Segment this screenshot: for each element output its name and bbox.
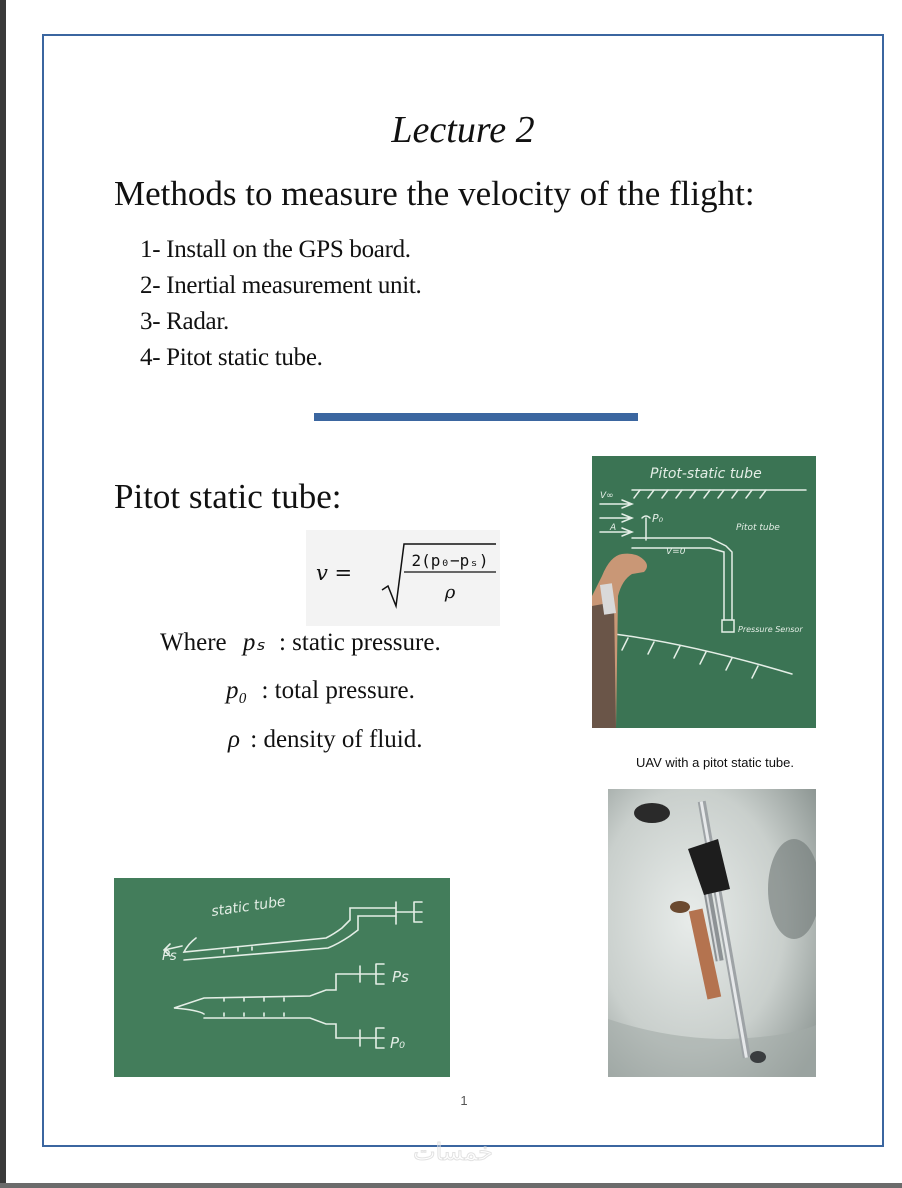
ps-text: : static pressure. xyxy=(278,629,441,656)
uav-pitot-photo xyxy=(608,789,816,1077)
static-tube-label: static tube xyxy=(210,893,287,920)
window-bottom-edge xyxy=(0,1183,902,1188)
board-label-p0: P₀ xyxy=(652,512,664,525)
formula-numerator: 2(p₀−pₛ) xyxy=(411,551,489,570)
page-number: 1 xyxy=(460,1093,468,1108)
formula-denominator: ρ xyxy=(444,582,456,603)
board-title: Pitot-static tube xyxy=(650,466,762,482)
section-divider xyxy=(314,413,638,421)
watermark-logo xyxy=(398,1136,508,1166)
p0-symbol: p₀ xyxy=(226,677,248,704)
lecturer-sleeve xyxy=(592,602,616,728)
rho-text: : density of fluid. xyxy=(250,726,423,753)
definition-density xyxy=(228,726,422,754)
ps-symbol: pₛ xyxy=(242,629,265,656)
pitot-heading: Pitot static tube: xyxy=(114,477,342,516)
definition-static-pressure xyxy=(160,627,441,657)
label-ps: Ps xyxy=(162,949,177,964)
rho-symbol: ρ xyxy=(228,726,240,753)
p0-text: : total pressure. xyxy=(261,677,415,704)
board-label-sensor: Pressure Sensor xyxy=(738,625,803,634)
label-ps-right: Ps xyxy=(392,968,409,986)
methods-heading: Methods to measure the velocity of the flight: xyxy=(114,174,755,213)
watermark-text: خمسات xyxy=(412,1138,494,1166)
method-item: 4- Pitot static tube. xyxy=(140,344,323,371)
window-left-edge xyxy=(0,0,6,1188)
method-item: 1- Install on the GPS board. xyxy=(140,236,411,263)
page-title: Lecture 2 xyxy=(391,109,535,151)
method-item: 2- Inertial measurement unit. xyxy=(140,272,422,299)
formula-lhs: v = xyxy=(316,561,353,585)
board-label-a: A xyxy=(610,523,617,533)
board-label-v0: V=0 xyxy=(666,547,686,557)
board-label-pitot: Pitot tube xyxy=(736,523,780,533)
methods-list xyxy=(140,232,421,376)
where-label: Where xyxy=(160,629,227,656)
board-label-vinf: V∞ xyxy=(600,491,614,501)
figure-caption: UAV with a pitot static tube. xyxy=(636,755,794,770)
velocity-formula xyxy=(306,530,500,626)
definition-total-pressure xyxy=(226,677,415,705)
method-item: 3- Radar. xyxy=(140,308,229,335)
chalkboard-photo-static-tube xyxy=(114,878,450,1077)
label-p0: P₀ xyxy=(390,1034,406,1052)
chalkboard-photo-pitot xyxy=(592,456,816,728)
